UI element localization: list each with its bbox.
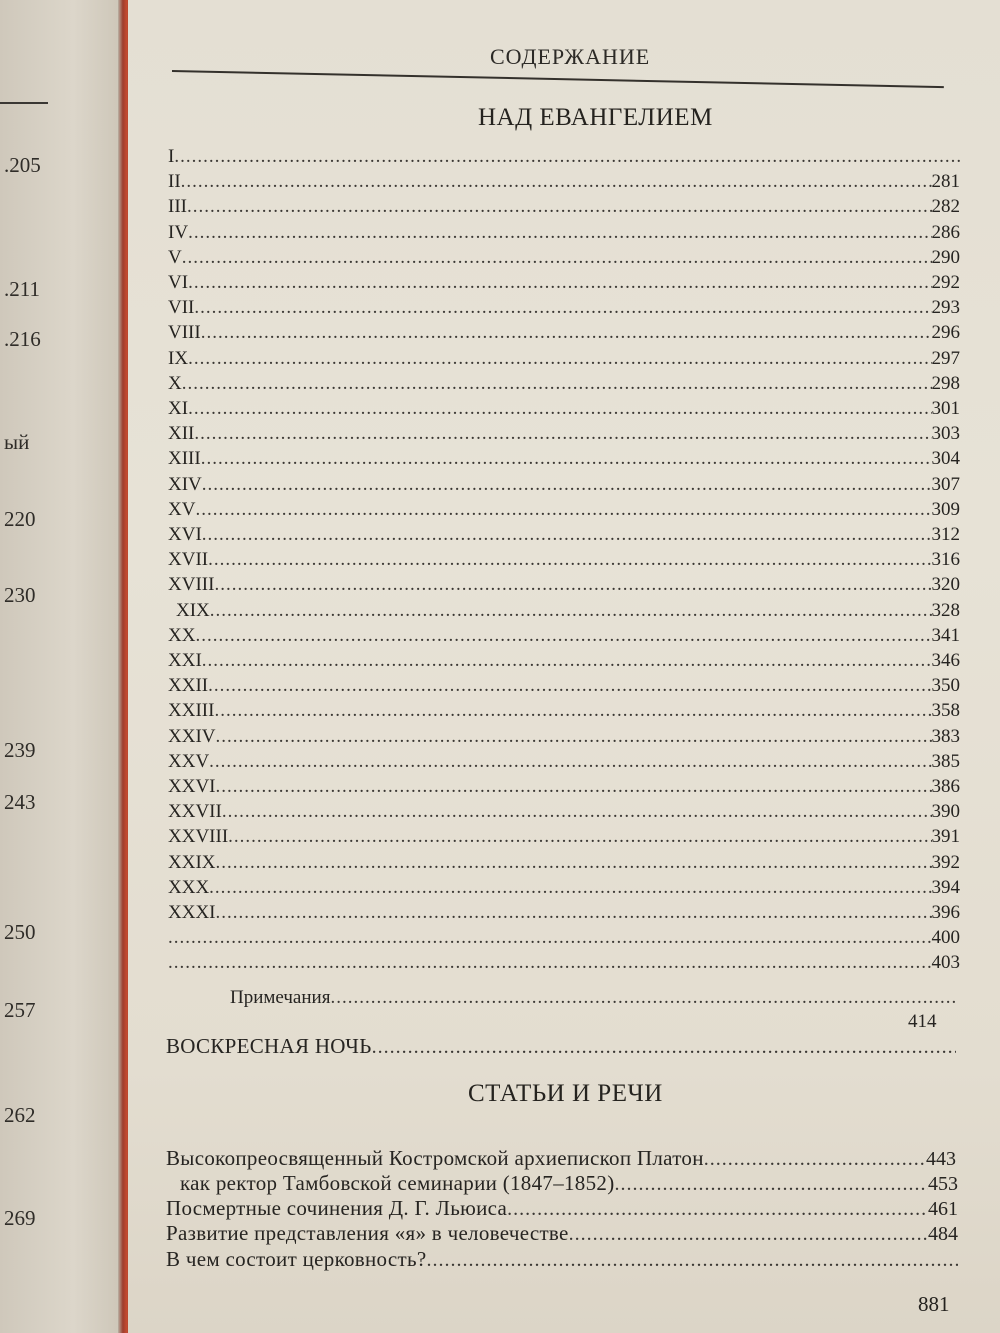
leader-dots <box>202 473 932 497</box>
toc-entry-label: XXVII <box>168 801 222 823</box>
toc-entry-page: 346 <box>931 650 960 671</box>
toc-entry-page: 391 <box>931 826 960 848</box>
leader-dots <box>222 800 932 824</box>
toc-entry-page: 292 <box>931 272 960 293</box>
toc-entry-article <box>166 1221 958 1245</box>
toc-entry-chapter <box>168 145 960 169</box>
toc-entry-chapter <box>168 876 960 900</box>
toc-entry-page: 400 <box>931 927 960 949</box>
toc-entry-label: XIV <box>168 473 202 495</box>
toc-entry-label: В чем состоит церковность? <box>166 1247 427 1271</box>
toc-entry-label: XXI <box>168 650 202 671</box>
toc-entry-chapter <box>168 422 960 446</box>
toc-entry-label: как ректор Тамбовской семинарии (1847–1852) <box>180 1171 615 1195</box>
toc-entry-chapter <box>168 775 960 799</box>
toc-entry-chapter <box>168 372 960 396</box>
leader-dots <box>209 876 931 900</box>
leader-dots <box>168 951 932 975</box>
toc-entry-notes <box>230 986 958 1010</box>
leader-dots <box>372 1035 956 1058</box>
toc-entry-label: Примечания <box>230 987 331 1008</box>
toc-entry-page: 296 <box>931 322 960 344</box>
left-page-fragment: .205 <box>4 153 41 177</box>
toc-entry-label: XVIII <box>168 574 215 596</box>
left-page-fragment: .211 <box>4 277 40 301</box>
leader-dots <box>194 422 931 446</box>
toc-entry-chapter <box>168 825 960 849</box>
toc-entry-page: 394 <box>931 876 960 898</box>
toc-entry-label: V <box>168 246 182 268</box>
toc-entry-article <box>180 1171 958 1195</box>
toc-entry-article <box>166 1247 958 1271</box>
toc-entry-page: 386 <box>931 776 960 797</box>
toc-entry-label: XXIV <box>168 725 216 747</box>
toc-entry-label: XXXI <box>168 902 216 923</box>
leader-dots <box>615 1172 929 1195</box>
leader-dots <box>202 523 932 547</box>
leader-dots <box>569 1222 928 1245</box>
toc-entry-label: XX <box>168 624 196 646</box>
toc-entry-page: 341 <box>931 624 960 646</box>
toc-entry-chapter <box>168 170 960 194</box>
toc-entry-chapter <box>168 699 960 723</box>
toc-entry-label: XVII <box>168 549 209 571</box>
toc-entry-chapter <box>168 725 960 749</box>
leader-dots <box>704 1147 926 1170</box>
toc-entry-page: 358 <box>931 700 960 722</box>
toc-entry-chapter <box>168 800 960 824</box>
section-title-articles: СТАТЬИ И РЕЧИ <box>468 1080 663 1107</box>
toc-entry-page: 453 <box>928 1173 958 1195</box>
toc-entry-chapter <box>168 397 960 421</box>
leader-dots <box>228 825 931 849</box>
toc-entry-page: 301 <box>931 398 960 419</box>
left-page-fragment: 239 <box>4 738 36 762</box>
left-facing-page <box>0 0 122 1333</box>
leader-dots <box>182 246 932 270</box>
leader-dots <box>182 372 932 396</box>
left-page-fragment: .216 <box>4 327 41 351</box>
leader-dots <box>168 926 932 950</box>
left-page-fragment: 243 <box>4 790 36 814</box>
toc-entry-chapter <box>168 624 960 648</box>
leader-dots <box>202 649 932 673</box>
leader-dots <box>216 725 932 749</box>
toc-entry-chapter <box>168 951 960 975</box>
toc-entry-page: 484 <box>928 1223 958 1245</box>
toc-entry-label: III <box>168 196 187 218</box>
toc-entry-chapter <box>168 523 960 547</box>
leader-dots <box>210 599 932 623</box>
running-head: СОДЕРЖАНИЕ <box>490 44 651 69</box>
toc-entry-chapter <box>168 347 960 371</box>
left-page-fragment: ый <box>4 430 30 454</box>
toc-entry-page: 390 <box>931 801 960 823</box>
toc-entry-sunday-night <box>166 1034 956 1058</box>
leader-dots <box>507 1197 928 1220</box>
toc-entry-page: 286 <box>931 221 960 243</box>
toc-entry-chapter <box>168 926 960 950</box>
toc-entry-label: Посмертные сочинения Д. Г. Льюиса <box>166 1196 508 1220</box>
toc-entry-chapter <box>168 548 960 572</box>
leader-dots <box>181 170 932 194</box>
leader-dots <box>216 851 932 875</box>
left-page-fragment: 269 <box>4 1206 36 1230</box>
toc-entry-label: VII <box>168 297 195 319</box>
toc-entry-label: XXII <box>168 675 209 697</box>
left-page-fragment: 230 <box>4 583 36 607</box>
toc-entry-page: 350 <box>931 675 960 697</box>
toc-entry-label: XII <box>168 423 195 445</box>
leader-dots <box>194 296 931 320</box>
toc-entry-chapter <box>168 246 960 270</box>
leader-dots <box>214 699 931 723</box>
leader-dots <box>216 901 932 925</box>
left-page-fragment: 250 <box>4 920 36 944</box>
leader-dots <box>188 221 931 245</box>
toc-entry-page: 309 <box>931 498 960 520</box>
page-number: 881 <box>918 1292 950 1316</box>
toc-entry-page: 383 <box>931 725 960 747</box>
leader-dots <box>214 573 931 597</box>
toc-entry-label: I <box>168 146 175 167</box>
toc-entry-chapter <box>168 447 960 471</box>
toc-entry-chapter <box>168 221 960 245</box>
toc-entry-article <box>166 1146 956 1170</box>
toc-entry-label: Развитие представления «я» в человечестве <box>166 1221 569 1245</box>
leader-dots <box>426 1248 958 1271</box>
contents-page <box>128 0 1000 1333</box>
toc-entry-label: XV <box>168 498 196 520</box>
leader-dots <box>209 750 931 774</box>
toc-entry-chapter <box>176 599 960 623</box>
toc-entry-chapter <box>168 473 960 497</box>
toc-entry-chapter <box>168 750 960 774</box>
leader-dots <box>188 271 931 295</box>
toc-entry-page: 443 <box>926 1148 956 1170</box>
toc-entry-page: 281 <box>931 171 960 193</box>
toc-entry-page: 392 <box>931 851 960 873</box>
toc-entry-page: 328 <box>931 599 960 621</box>
leader-dots <box>174 145 960 169</box>
toc-entry-label: XXIII <box>168 700 215 722</box>
leader-dots <box>208 548 931 572</box>
toc-entry-label: IX <box>168 347 189 369</box>
toc-entry-label: XVI <box>168 524 202 545</box>
toc-entry-label: VI <box>168 272 189 293</box>
toc-entry-page: 414 <box>908 1011 937 1032</box>
leader-dots <box>195 624 931 648</box>
toc-entry-page: 403 <box>931 952 960 974</box>
section-title-gospel: НАД ЕВАНГЕЛИЕМ <box>478 104 713 131</box>
toc-entry-chapter <box>168 851 960 875</box>
toc-entry-page: 312 <box>931 524 960 545</box>
toc-entry-label: XXV <box>168 750 210 772</box>
toc-entry-chapter <box>168 649 960 673</box>
leader-dots <box>188 397 931 421</box>
toc-entry-page: 461 <box>928 1198 958 1220</box>
toc-entry-page: 307 <box>931 473 960 495</box>
leader-dots <box>195 498 931 522</box>
toc-entry-page: 298 <box>931 372 960 394</box>
toc-entry-label: Высокопреосвященный Костромской архиепископ Платон <box>166 1146 704 1170</box>
toc-entry-page: 297 <box>931 347 960 369</box>
toc-entry-article <box>166 1196 958 1220</box>
toc-entry-label: X <box>168 372 182 394</box>
toc-entry-chapter <box>168 573 960 597</box>
toc-entry-chapter <box>168 271 960 295</box>
toc-entry-page: 303 <box>931 423 960 445</box>
toc-entry-page: 290 <box>931 246 960 268</box>
toc-entry-label: XXIX <box>168 851 216 873</box>
toc-entry-label: IV <box>168 221 189 243</box>
leader-dots <box>216 775 932 799</box>
toc-entry-page: 304 <box>931 448 960 470</box>
toc-entry-label: II <box>168 171 181 193</box>
toc-entry-notes-page <box>908 1010 958 1034</box>
toc-entry-label: XXVI <box>168 776 216 797</box>
left-page-fragment: 220 <box>4 507 36 531</box>
toc-entry-label: XXVIII <box>168 826 229 848</box>
toc-entry-label: ВОСКРЕСНАЯ НОЧЬ <box>166 1034 372 1058</box>
toc-entry-page: 396 <box>931 902 960 923</box>
leader-dots <box>208 674 931 698</box>
toc-entry-page: 385 <box>931 750 960 772</box>
toc-entry-label: XIX <box>176 599 210 621</box>
toc-entry-label: XIII <box>168 448 201 470</box>
toc-entry-chapter <box>168 195 960 219</box>
toc-entry-chapter <box>168 296 960 320</box>
leader-dots <box>188 347 931 371</box>
left-page-fragment: 257 <box>4 998 36 1022</box>
left-page-fragment: 262 <box>4 1103 36 1127</box>
toc-entry-label: VIII <box>168 322 201 344</box>
toc-entry-chapter <box>168 321 960 345</box>
leader-dots <box>330 986 958 1010</box>
header-rule <box>172 70 944 88</box>
toc-entry-page: 320 <box>931 574 960 596</box>
toc-entry-page: 282 <box>931 196 960 218</box>
leader-dots <box>201 321 932 345</box>
toc-entry-chapter <box>168 674 960 698</box>
toc-entry-label: XI <box>168 398 189 419</box>
toc-entry-chapter <box>168 498 960 522</box>
toc-entry-label: XXX <box>168 876 210 898</box>
toc-entry-page: 316 <box>931 549 960 571</box>
leader-dots <box>201 447 932 471</box>
toc-entry-chapter <box>168 901 960 925</box>
toc-entry-page: 293 <box>931 297 960 319</box>
left-page-rule <box>0 102 48 104</box>
leader-dots <box>187 195 932 219</box>
